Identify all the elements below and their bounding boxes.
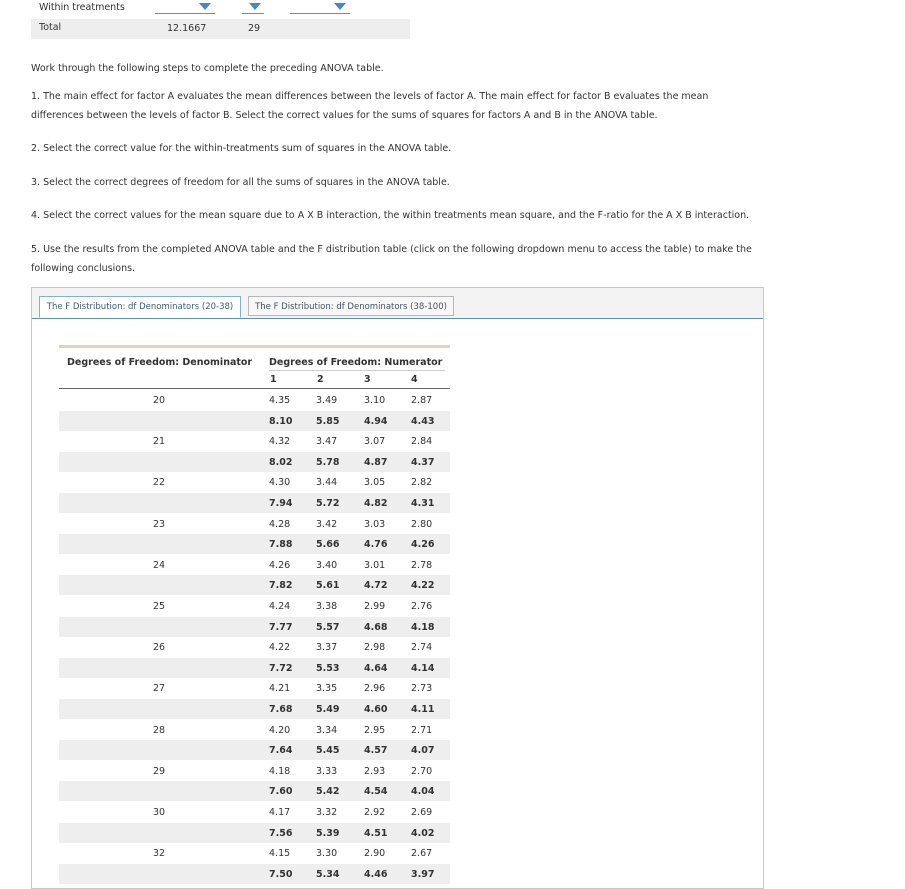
header-rule (59, 388, 450, 389)
f-value-01-col-3: 4.46 (364, 868, 388, 880)
df-denominator-value: 32 (152, 848, 166, 860)
table-row (59, 658, 450, 678)
f-value-01-col-3: 4.60 (364, 704, 388, 715)
f-value-05-col-4: 2.74 (411, 642, 433, 654)
instructions-step-4: 4. Select the correct values for the mean square due to A X B interaction, the within treatments mean square, and the F-ratio for the A X B interaction. (31, 210, 750, 221)
instructions-step-1: 1. The main effect for factor A evaluates the mean differences between the levels of factor A. The main effect for factor B evaluates the mean differences between the levels of factor B. Select the correct values for the sums of squares for factors A and B in the ANOVA table. (31, 91, 709, 121)
f-value-05-col-4: 2.80 (411, 518, 433, 530)
f-value-05-col-1: 4.35 (269, 395, 291, 406)
f-value-01-col-1: 7.50 (269, 868, 293, 880)
f-value-01-col-4: 3.97 (411, 868, 435, 880)
f-value-05-col-3: 2.96 (364, 683, 386, 695)
f-value-01-col-2: 5.61 (316, 580, 340, 592)
f-value-01-col-2: 5.72 (316, 498, 340, 509)
f-value-05-col-4: 2.67 (411, 848, 433, 860)
table-row (59, 617, 450, 637)
f-value-05-col-2: 3.32 (316, 807, 338, 818)
anova-row-within (31, 0, 410, 20)
chevron-down-icon (249, 3, 261, 10)
df-denominator-value: 30 (152, 807, 166, 818)
f-value-05-col-3: 2.92 (364, 807, 386, 818)
table-row (59, 802, 450, 822)
table-row (59, 431, 450, 451)
table-row (59, 493, 450, 513)
f-value-05-col-3: 2.99 (364, 601, 386, 612)
f-value-01-col-3: 4.57 (364, 745, 388, 757)
f-value-05-col-3: 2.98 (364, 642, 386, 654)
f-value-05-col-3: 3.07 (364, 436, 386, 448)
f-value-05-col-4: 2.78 (411, 559, 433, 571)
f-value-01-col-4: 4.43 (411, 415, 435, 427)
f-value-01-col-4: 4.22 (411, 580, 435, 592)
table-row (59, 843, 450, 863)
f-value-01-col-2: 5.42 (316, 786, 340, 798)
anova-row-total (31, 19, 410, 39)
f-value-01-col-3: 4.82 (364, 498, 388, 509)
table-row (59, 452, 450, 472)
f-value-01-col-2: 5.53 (316, 662, 340, 674)
f-value-05-col-3: 2.93 (364, 765, 386, 777)
df-denominator-value: 27 (152, 683, 166, 695)
df-denominator-header: Degrees of Freedom: Denominator (67, 357, 253, 368)
f-value-01-col-4: 4.02 (411, 827, 435, 839)
f-value-05-col-1: 4.32 (269, 436, 291, 448)
f-value-01-col-4: 4.04 (411, 786, 435, 798)
table-row (59, 390, 450, 410)
f-value-05-col-4: 2.70 (411, 765, 433, 777)
f-value-05-col-2: 3.37 (316, 642, 338, 654)
df-denominator-value: 26 (152, 642, 166, 654)
within-treatments-label: Within treatments (39, 2, 125, 13)
df-denominator-value: 29 (152, 765, 166, 777)
f-value-01-col-1: 8.02 (269, 456, 293, 468)
f-value-05-col-1: 4.26 (269, 559, 291, 571)
f-value-05-col-4: 2.73 (411, 683, 433, 695)
f-value-01-col-4: 4.11 (411, 704, 435, 715)
f-value-05-col-1: 4.28 (269, 518, 291, 530)
total-label: Total (39, 22, 62, 33)
f-value-01-col-3: 4.76 (364, 539, 388, 551)
f-value-05-col-4: 2.87 (411, 395, 433, 406)
f-value-05-col-2: 3.34 (316, 724, 338, 736)
f-value-01-col-2: 5.78 (316, 456, 340, 468)
f-value-05-col-4: 2.71 (411, 724, 433, 736)
f-value-01-col-1: 8.10 (269, 415, 293, 427)
df-denominator-value: 22 (152, 477, 166, 489)
chevron-down-icon (334, 3, 346, 10)
f-value-05-col-3: 3.03 (364, 518, 386, 530)
table-row (59, 823, 450, 843)
f-value-05-col-2: 3.35 (316, 683, 338, 695)
f-value-01-col-4: 4.31 (411, 498, 435, 509)
f-value-05-col-1: 4.22 (269, 642, 291, 654)
tab-df-denominators-38-100[interactable]: The F Distribution: df Denominators (38-100) (248, 296, 454, 316)
f-value-05-col-1: 4.15 (269, 848, 291, 860)
f-value-05-col-2: 3.47 (316, 436, 338, 448)
f-value-01-col-2: 5.34 (316, 868, 340, 880)
table-top-rule (59, 345, 450, 348)
f-value-01-col-4: 4.14 (411, 662, 435, 674)
within-df-dropdown[interactable] (242, 1, 264, 14)
col-header-2: 2 (317, 374, 324, 385)
f-value-05-col-4: 2.76 (411, 601, 433, 612)
f-value-01-col-1: 7.77 (269, 621, 293, 633)
f-value-01-col-3: 4.68 (364, 621, 388, 633)
table-row (59, 596, 450, 616)
df-denominator-value: 24 (152, 559, 166, 571)
f-value-01-col-2: 5.85 (316, 415, 340, 427)
table-row (59, 781, 450, 801)
f-value-01-col-3: 4.87 (364, 456, 388, 468)
f-value-05-col-1: 4.17 (269, 807, 291, 818)
f-value-01-col-3: 4.94 (364, 415, 388, 427)
table-row (59, 411, 450, 431)
f-value-05-col-2: 3.44 (316, 477, 338, 489)
df-denominator-value: 20 (152, 395, 166, 406)
f-value-01-col-2: 5.66 (316, 539, 340, 551)
table-row (59, 740, 450, 760)
table-row (59, 637, 450, 657)
f-value-05-col-4: 2.69 (411, 807, 433, 818)
col-header-4: 4 (411, 374, 418, 385)
f-value-01-col-4: 4.07 (411, 745, 435, 757)
df-denominator-value: 25 (152, 601, 166, 612)
f-value-05-col-2: 3.30 (316, 848, 338, 860)
f-value-01-col-1: 7.60 (269, 786, 293, 798)
f-value-01-col-2: 5.49 (316, 704, 340, 715)
f-value-01-col-1: 7.94 (269, 498, 293, 509)
total-df-value: 29 (248, 23, 261, 34)
instructions-step-5: 5. Use the results from the completed ANOVA table and the F distribution table (click on the following dropdown menu to access the table) to make the following conclusions. (31, 244, 752, 274)
f-value-05-col-2: 3.40 (316, 559, 338, 571)
instructions-step-2: 2. Select the correct value for the within-treatments sum of squares in the ANOVA table. (31, 143, 452, 154)
f-value-01-col-3: 4.51 (364, 827, 388, 839)
df-denominator-value: 23 (152, 518, 166, 530)
df-denominator-value: 28 (152, 724, 166, 736)
df-numerator-header: Degrees of Freedom: Numerator (269, 357, 443, 368)
f-value-05-col-2: 3.38 (316, 601, 338, 612)
table-row (59, 575, 450, 595)
f-value-01-col-1: 7.64 (269, 745, 293, 757)
df-denominator-value: 21 (152, 436, 166, 448)
f-value-05-col-3: 3.01 (364, 559, 386, 571)
f-value-05-col-2: 3.49 (316, 395, 338, 406)
table-row (59, 555, 450, 575)
total-ss-value: 12.1667 (167, 23, 207, 34)
f-value-01-col-2: 5.39 (316, 827, 340, 839)
chevron-down-icon (199, 3, 211, 10)
f-value-01-col-3: 4.54 (364, 786, 388, 798)
f-value-01-col-1: 7.56 (269, 827, 293, 839)
f-value-01-col-4: 4.37 (411, 456, 435, 468)
instructions-intro: Work through the following steps to complete the preceding ANOVA table. (31, 63, 384, 74)
table-row (59, 534, 450, 554)
f-value-01-col-4: 4.18 (411, 621, 435, 633)
f-value-01-col-3: 4.64 (364, 662, 388, 674)
instructions-step-3: 3. Select the correct degrees of freedom for all the sums of squares in the ANOVA table. (31, 177, 450, 188)
table-row (59, 761, 450, 781)
table-row (59, 720, 450, 740)
f-value-01-col-3: 4.72 (364, 580, 388, 592)
f-value-01-col-2: 5.57 (316, 621, 340, 633)
f-value-05-col-2: 3.42 (316, 518, 338, 530)
f-value-05-col-1: 4.21 (269, 683, 291, 695)
table-row (59, 472, 450, 492)
f-value-01-col-1: 7.88 (269, 539, 293, 551)
f-value-05-col-1: 4.30 (269, 477, 291, 489)
f-value-05-col-3: 3.05 (364, 477, 386, 489)
f-value-05-col-1: 4.20 (269, 724, 291, 736)
within-ss-dropdown[interactable] (155, 1, 215, 14)
table-row (59, 699, 450, 719)
f-value-05-col-1: 4.18 (269, 765, 291, 777)
f-value-01-col-1: 7.72 (269, 662, 293, 674)
f-value-05-col-1: 4.24 (269, 601, 291, 612)
f-value-05-col-3: 2.95 (364, 724, 386, 736)
col-header-3: 3 (364, 374, 371, 385)
table-row (59, 678, 450, 698)
f-value-05-col-4: 2.82 (411, 477, 433, 489)
f-value-05-col-3: 2.90 (364, 848, 386, 860)
f-value-01-col-1: 7.82 (269, 580, 293, 592)
table-row (59, 864, 450, 884)
f-value-01-col-1: 7.68 (269, 704, 293, 715)
f-value-01-col-4: 4.26 (411, 539, 435, 551)
within-ms-dropdown[interactable] (290, 1, 350, 14)
col-header-1: 1 (270, 374, 277, 385)
f-value-05-col-4: 2.84 (411, 436, 433, 448)
numerator-header-rule (269, 370, 445, 371)
tab-df-denominators-20-38[interactable]: The F Distribution: df Denominators (20-38) (39, 296, 241, 318)
table-row (59, 514, 450, 534)
tab-bar (32, 288, 763, 319)
f-value-01-col-2: 5.45 (316, 745, 340, 757)
f-value-05-col-2: 3.33 (316, 765, 338, 777)
f-value-05-col-3: 3.10 (364, 395, 386, 406)
